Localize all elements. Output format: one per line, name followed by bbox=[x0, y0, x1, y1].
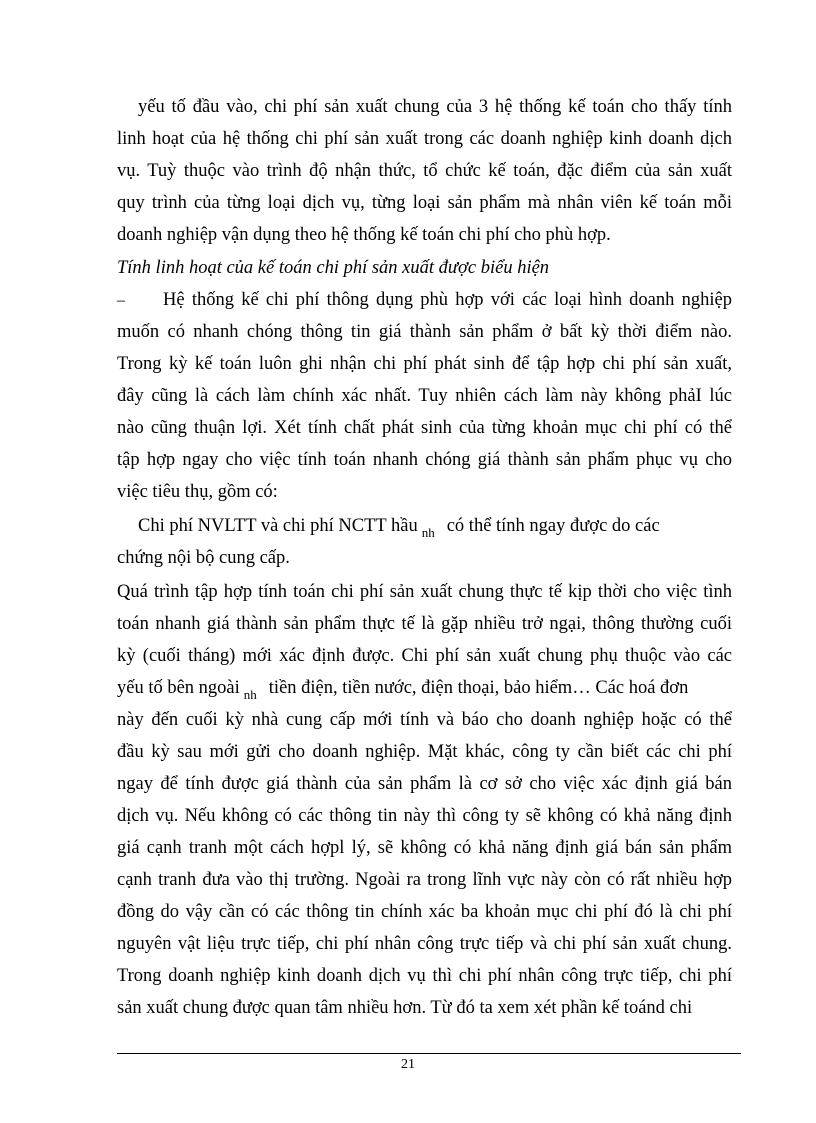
paragraph-line: kỳ (cuối tháng) mới xác định được. Chi phí sản xuất chung phụ thuộc vào các bbox=[117, 646, 732, 666]
section-heading: Tính linh hoạt của kế toán chi phí sản xuất được biểu hiện bbox=[117, 258, 550, 278]
paragraph-line: giá cạnh tranh một cách hợpl lý, sẽ không có khả năng định giá bán sản phẩm bbox=[117, 838, 732, 858]
line-text-end: tiền điện, tiền nước, điện thoại, bảo hiểm… Các hoá đơn bbox=[268, 678, 689, 698]
line-text-start: yếu tố bên ngoài bbox=[117, 678, 240, 698]
paragraph-line-with-marker bbox=[138, 515, 732, 538]
paragraph-line: nguyên vật liệu trực tiếp, chi phí nhân công trực tiếp và chi phí sản xuất chung. bbox=[117, 934, 732, 954]
paragraph-line: quy trình của từng loại dịch vụ, từng loại sản phẩm mà nhân viên kế toán mỗi bbox=[117, 193, 732, 213]
bullet-dash: – bbox=[117, 292, 125, 309]
paragraph-line: này đến cuối kỳ nhà cung cấp mới tính và báo cho doanh nghiệp hoặc có thể bbox=[117, 710, 732, 730]
paragraph-line: Quá trình tập hợp tính toán chi phí sản xuất chung thực tế kịp thời cho việc tình bbox=[117, 582, 732, 602]
paragraph-line: đồng do vậy cần có các thông tin chính xác ba khoản mục chi phí đó là chi phí bbox=[117, 902, 732, 922]
paragraph-line: Trong doanh nghiệp kinh doanh dịch vụ thì chi phí nhân công trực tiếp, chi phí bbox=[117, 966, 732, 986]
paragraph-line: Hệ thống kế chi phí thông dụng phù hợp với các loại hình doanh nghiệp bbox=[163, 290, 732, 310]
paragraph-line-with-marker bbox=[117, 677, 732, 700]
paragraph-line: chứng nội bộ cung cấp. bbox=[117, 548, 290, 568]
page-number: 21 bbox=[401, 1057, 415, 1072]
paragraph-line: Trong kỳ kế toán luôn ghi nhận chi phí phát sinh để tập hợp chi phí sản xuất, bbox=[117, 354, 732, 374]
paragraph-line: toán nhanh giá thành sản phẩm thực tế là gặp nhiều trở ngại, thông thường cuối bbox=[117, 614, 732, 634]
paragraph-line: đầu kỳ sau mới gửi cho doanh nghiệp. Mặt khác, công ty cần biết các chi phí bbox=[117, 742, 732, 762]
paragraph-line: việc tiêu thụ, gồm có: bbox=[117, 482, 278, 502]
paragraph-line: dịch vụ. Nếu không có các thông tin này thì công ty sẽ không có khả năng định bbox=[117, 806, 732, 826]
subscript-marker: nh bbox=[421, 525, 435, 540]
line-text-start: Chi phí NVLTT và chi phí NCTT hầu bbox=[138, 516, 418, 536]
paragraph-line: muốn có nhanh chóng thông tin giá thành sản phẩm ở bất kỳ thời điểm nào. bbox=[117, 322, 732, 342]
paragraph-line: đây cũng là cách làm chính xác nhất. Tuy nhiên cách làm này không phảI lúc bbox=[117, 386, 732, 406]
paragraph-line: tập hợp ngay cho việc tính toán nhanh chóng giá thành sản phẩm phục vụ cho bbox=[117, 450, 732, 470]
paragraph-line: linh hoạt của hệ thống chi phí sản xuất trong các doanh nghiệp kinh doanh dịch bbox=[117, 129, 732, 149]
paragraph-line: nào cũng thuận lợi. Xét tính chất phát sinh của từng khoản mục chi phí có thể bbox=[117, 418, 732, 438]
subscript-marker: nh bbox=[243, 687, 257, 702]
paragraph-line: cạnh tranh đưa vào thị trường. Ngoài ra trong lĩnh vực này còn có rất nhiều hợp bbox=[117, 870, 732, 890]
footer-rule bbox=[117, 1053, 741, 1054]
line-text-end: có thể tính ngay được do các bbox=[446, 516, 660, 536]
paragraph-line: doanh nghiệp vận dụng theo hệ thống kế toán chi phí cho phù hợp. bbox=[117, 225, 611, 245]
paragraph-line: vụ. Tuỳ thuộc vào trình độ nhận thức, tổ chức kế toán, đặc điểm của sản xuất bbox=[117, 161, 732, 181]
paragraph-line: sản xuất chung được quan tâm nhiều hơn. Từ đó ta xem xét phần kế toánd chi bbox=[117, 998, 693, 1018]
paragraph-line: yếu tố đầu vào, chi phí sản xuất chung của 3 hệ thống kế toán cho thấy tính bbox=[138, 97, 732, 117]
paragraph-line: ngay để tính được giá thành của sản phẩm là cơ sở cho việc xác định giá bán bbox=[117, 774, 732, 794]
